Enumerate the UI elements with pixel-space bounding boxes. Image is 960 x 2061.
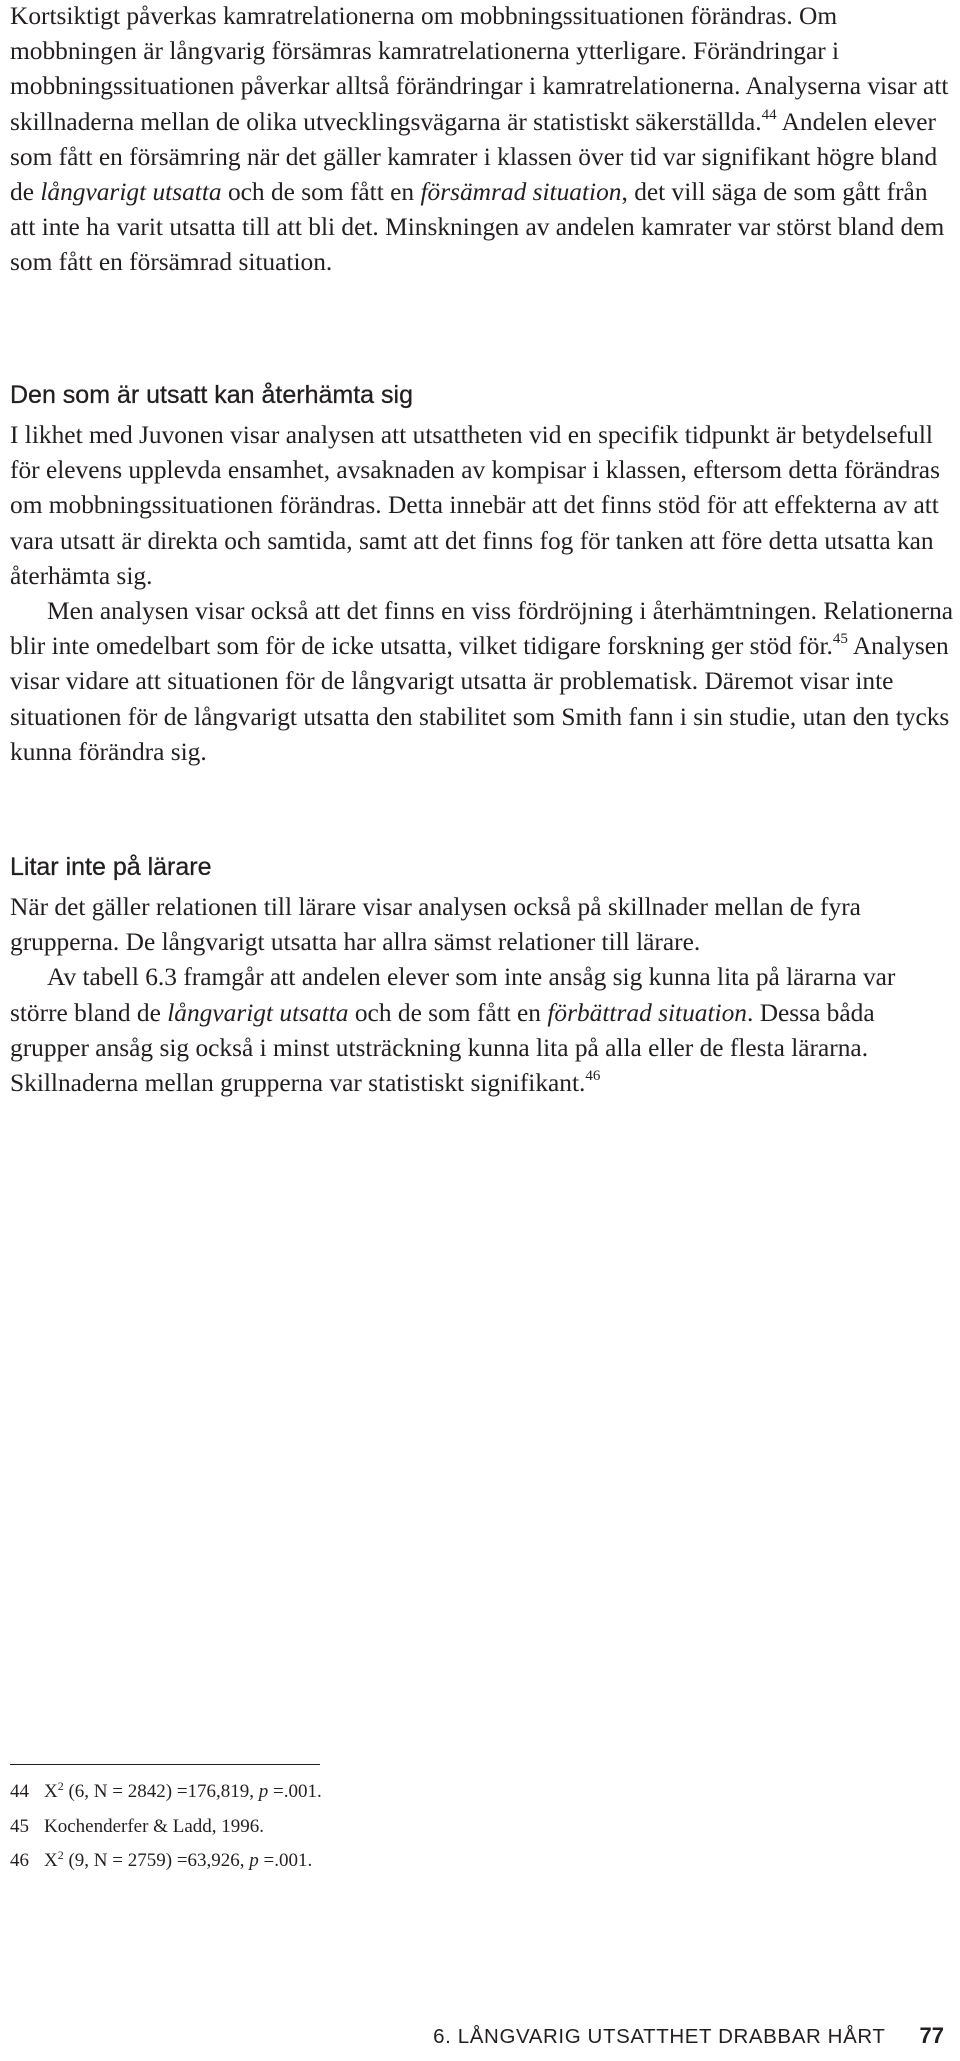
chi-symbol: X (44, 1781, 58, 1802)
paragraph (10, 960, 955, 1101)
text-run: och de som fått en (221, 178, 421, 207)
text-run: Andelen elever som fått en försämring när det gäller kamrater i klassen över tid var signifikant högre bland de (10, 107, 938, 207)
p-symbol: p (249, 1850, 259, 1871)
footnote-text: (6, N = 2842) =176,819, (63, 1781, 259, 1802)
emphasis: försämrad situation (420, 178, 622, 207)
footnote-ref-45[interactable]: 45 (832, 631, 848, 648)
text-run: Av tabell 6.3 framgår att andelen elever som inte ansåg sig kunna lita på lärarna var större bland de (10, 963, 896, 1027)
emphasis: långvarigt utsatta (40, 178, 222, 207)
footnote-number: 45 (10, 1815, 29, 1837)
text-run: Analysen visar vidare att situationen för de långvarigt utsatta är problematisk. Däremot visar inte situationen för de långvarigt utsatta den stabilitet som Smith fann i sin studie, utan den tycks kunna förändra sig. (10, 632, 950, 766)
text-run: . Dessa båda grupper ansåg sig också i minst utsträckning kunna lita på alla eller de flesta lärarna. Skillnaderna mellan grupperna var statistiskt signifikant. (10, 998, 875, 1098)
p-symbol: p (258, 1781, 269, 1802)
text-run: Men analysen visar också att det finns en viss fördröjning i återhämtningen. Relationerna blir inte omedelbart som för de icke utsatta, vilket tidigare forskning ger stöd för. (10, 597, 954, 661)
intro-paragraph (10, 0, 955, 281)
footnote-46 (10, 1844, 710, 1879)
footnote-ref-44[interactable]: 44 (761, 106, 777, 123)
text-run: Kortsiktigt påverkas kamratrelationerna om mobbningssituationen förändras. Om mobbningen är långvarig försämras kamratrelationerna ytterligare. Förändringar i mobbningssituationen påverkar alltså förändringar i kamratrelationerna. Analyserna visar att skillnaderna mellan de olika utvecklingsvägarna är statistiskt säkerställda. (10, 2, 949, 136)
footnote-ref-46[interactable]: 46 (585, 1068, 601, 1085)
paragraph (10, 594, 955, 770)
emphasis: långvarigt utsatta (167, 998, 349, 1027)
chapter-title: 6. LÅNGVARIG UTSATTHET DRABBAR HÅRT (433, 2025, 886, 2048)
page-number: 77 (919, 2023, 944, 2048)
footnote-text: =.001. (268, 1781, 322, 1802)
footnotes (10, 1775, 710, 1879)
section-teachers-text (10, 890, 955, 1101)
paragraph: I likhet med Juvonen visar analysen att utsattheten vid en specifik tidpunkt är betydelsefull för elevens upplevda ensamhet, avsaknaden av kompisar i klassen, eftersom detta förändras om mobbningssituationen förändras. Detta innebär att det finns stöd för att effekterna av att vara utsatt är direkta och samtida, samt att det finns fog för tanken att före detta utsatta kan återhämta sig. (10, 421, 940, 590)
section-recovery-text (10, 418, 955, 770)
section-heading-teachers: Litar inte på lärare (10, 853, 212, 881)
footnote-divider (10, 1764, 320, 1765)
footnote-number: 46 (10, 1850, 29, 1871)
superscript: 2 (57, 1779, 64, 1793)
emphasis: förbättrad situation (547, 998, 747, 1027)
text-run: och de som fått en (348, 998, 548, 1027)
footnote-text: =.001. (258, 1850, 313, 1871)
text-run: , det vill säga de som gått från att inte ha varit utsatta till att bli det. Minskningen av andelen kamrater var störst bland dem som fått en försämrad situation. (10, 178, 945, 277)
footnote-text: Kochenderfer & Ladd, 1996. (44, 1815, 265, 1837)
chi-symbol: X (44, 1850, 58, 1871)
footnote-text: (9, N = 2759) =63,926, (63, 1850, 250, 1871)
running-footer (433, 2023, 944, 2049)
footnote-44 (10, 1775, 710, 1810)
superscript: 2 (57, 1848, 64, 1862)
footnote-45 (10, 1810, 710, 1845)
paragraph: När det gäller relationen till lärare visar analysen också på skillnader mellan de fyra grupperna. De långvarigt utsatta har allra sämst relationer till lärare. (10, 893, 861, 957)
section-heading-recovery: Den som är utsatt kan återhämta sig (10, 381, 413, 409)
intro-text (10, 0, 955, 281)
footnote-number: 44 (10, 1781, 29, 1802)
